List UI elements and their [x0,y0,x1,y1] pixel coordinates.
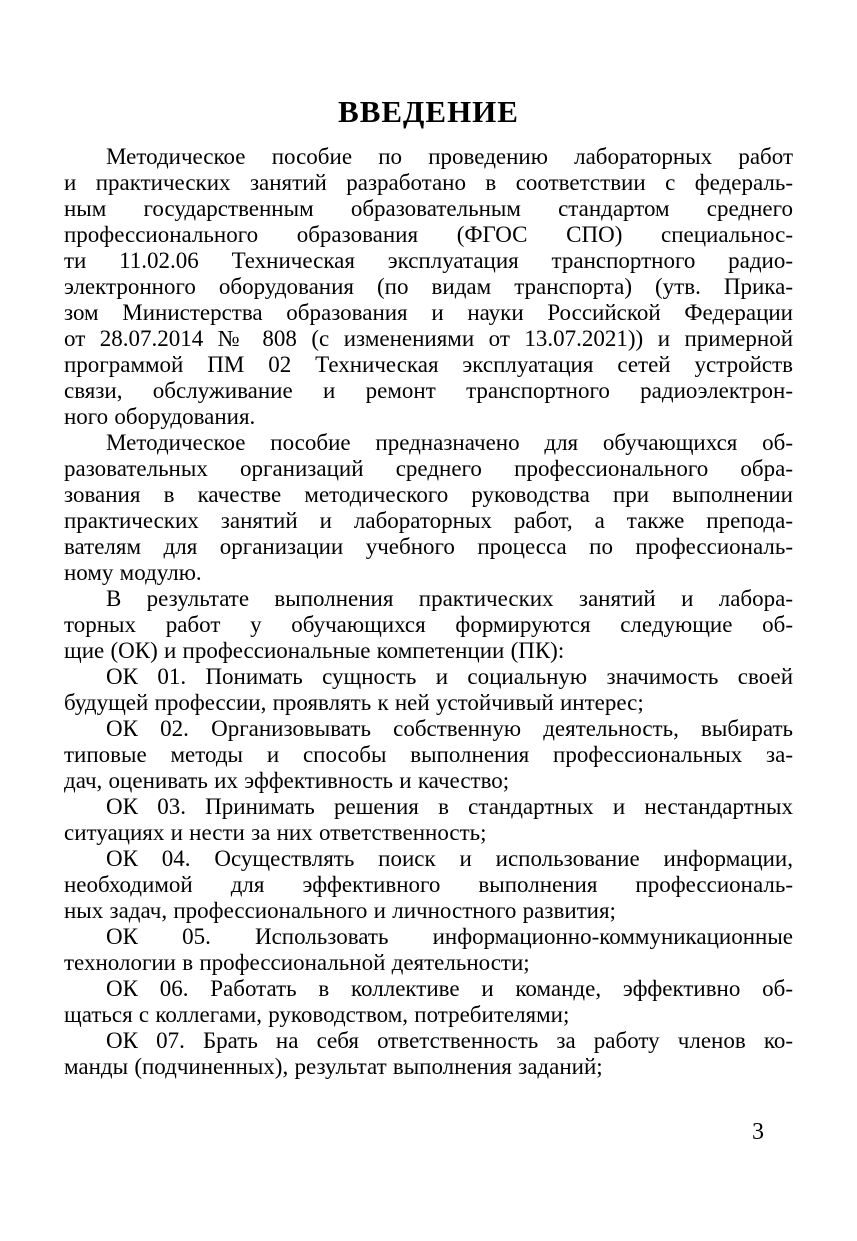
paragraph [64,794,793,846]
paragraph [64,430,793,586]
paragraph [64,144,793,430]
text-line: вателям для организации учебного процесса по профессиональ- [64,534,793,559]
text-column [64,96,793,1080]
paragraph [64,976,793,1028]
text-line: ОК 04. Осуществлять поиск и использование информации, [106,846,793,871]
text-line: необходимой для эффективного выполнения профессиональ- [64,872,793,897]
text-line: ОК 02. Организовывать собственную деятельность, выбирать [106,716,793,741]
text-line: технологии в профессиональной деятельности; [64,950,530,975]
text-line: щаться с коллегами, руководством, потребителями; [64,1002,570,1027]
paragraph [64,1028,793,1080]
text-line: электронного оборудования (по видам транспорта) (утв. Прика- [64,274,793,299]
paragraph [64,846,793,924]
text-line: ОК 07. Брать на себя ответственность за работу членов ко- [106,1028,793,1053]
text-line: зом Министерства образования и науки Российской Федерации [64,300,793,325]
text-line: от 28.07.2014 № 808 (с изменениями от 13.07.2021)) и примерной [64,326,793,351]
text-line: программой ПМ 02 Техническая эксплуатация сетей устройств [64,352,793,377]
text-line: будущей профессии, проявлять к ней устойчивый интерес; [64,690,644,715]
text-line: и практических занятий разработано в соответствии с федераль- [64,170,793,195]
text-line: торных работ у обучающихся формируются следующие об- [64,612,793,637]
paragraph [64,586,793,664]
text-line: профессионального образования (ФГОС СПО) специальнос- [64,222,793,247]
text-line: разовательных организаций среднего профессионального обра- [64,456,793,481]
text-line: практических занятий и лабораторных работ, а также препода- [64,508,793,533]
text-line: ОК 01. Понимать сущность и социальную значимость своей [106,664,793,689]
text-line: Методическое пособие по проведению лабораторных работ [106,144,793,169]
text-line: ным государственным образовательным стандартом среднего [64,196,793,221]
text-line: В результате выполнения практических занятий и лабора- [106,586,793,611]
text-line: ОК 03. Принимать решения в стандартных и нестандартных [106,794,793,819]
text-line: зования в качестве методического руководства при выполнении [64,482,793,507]
page-number: 3 [752,1119,764,1145]
page-title: ВВЕДЕНИЕ [338,94,519,129]
text-line: ному модулю. [64,560,202,585]
text-line: Методическое пособие предназначено для обучающихся об- [106,430,793,455]
text-line: ситуациях и нести за них ответственность; [64,820,487,845]
text-line: ных задач, профессионального и личностного развития; [64,898,616,923]
text-line: ного оборудования. [64,404,256,429]
text-line: типовые методы и способы выполнения профессиональных за- [64,742,793,767]
paragraph [64,664,793,716]
text-line: ОК 05. Использовать информационно-коммуникационные [106,924,793,949]
text-line: дач, оценивать их эффективность и качество; [64,768,510,793]
text-line: ОК 06. Работать в коллективе и команде, эффективно об- [106,976,793,1001]
body-text [64,144,793,1080]
paragraph [64,716,793,794]
text-line: связи, обслуживание и ремонт транспортного радиоэлектрон- [64,378,793,403]
text-line: манды (подчиненных), результат выполнения заданий; [64,1054,603,1079]
text-line: ти 11.02.06 Техническая эксплуатация транспортного радио- [64,248,793,273]
text-line: щие (ОК) и профессиональные компетенции (ПК): [64,638,565,663]
paragraph [64,924,793,976]
